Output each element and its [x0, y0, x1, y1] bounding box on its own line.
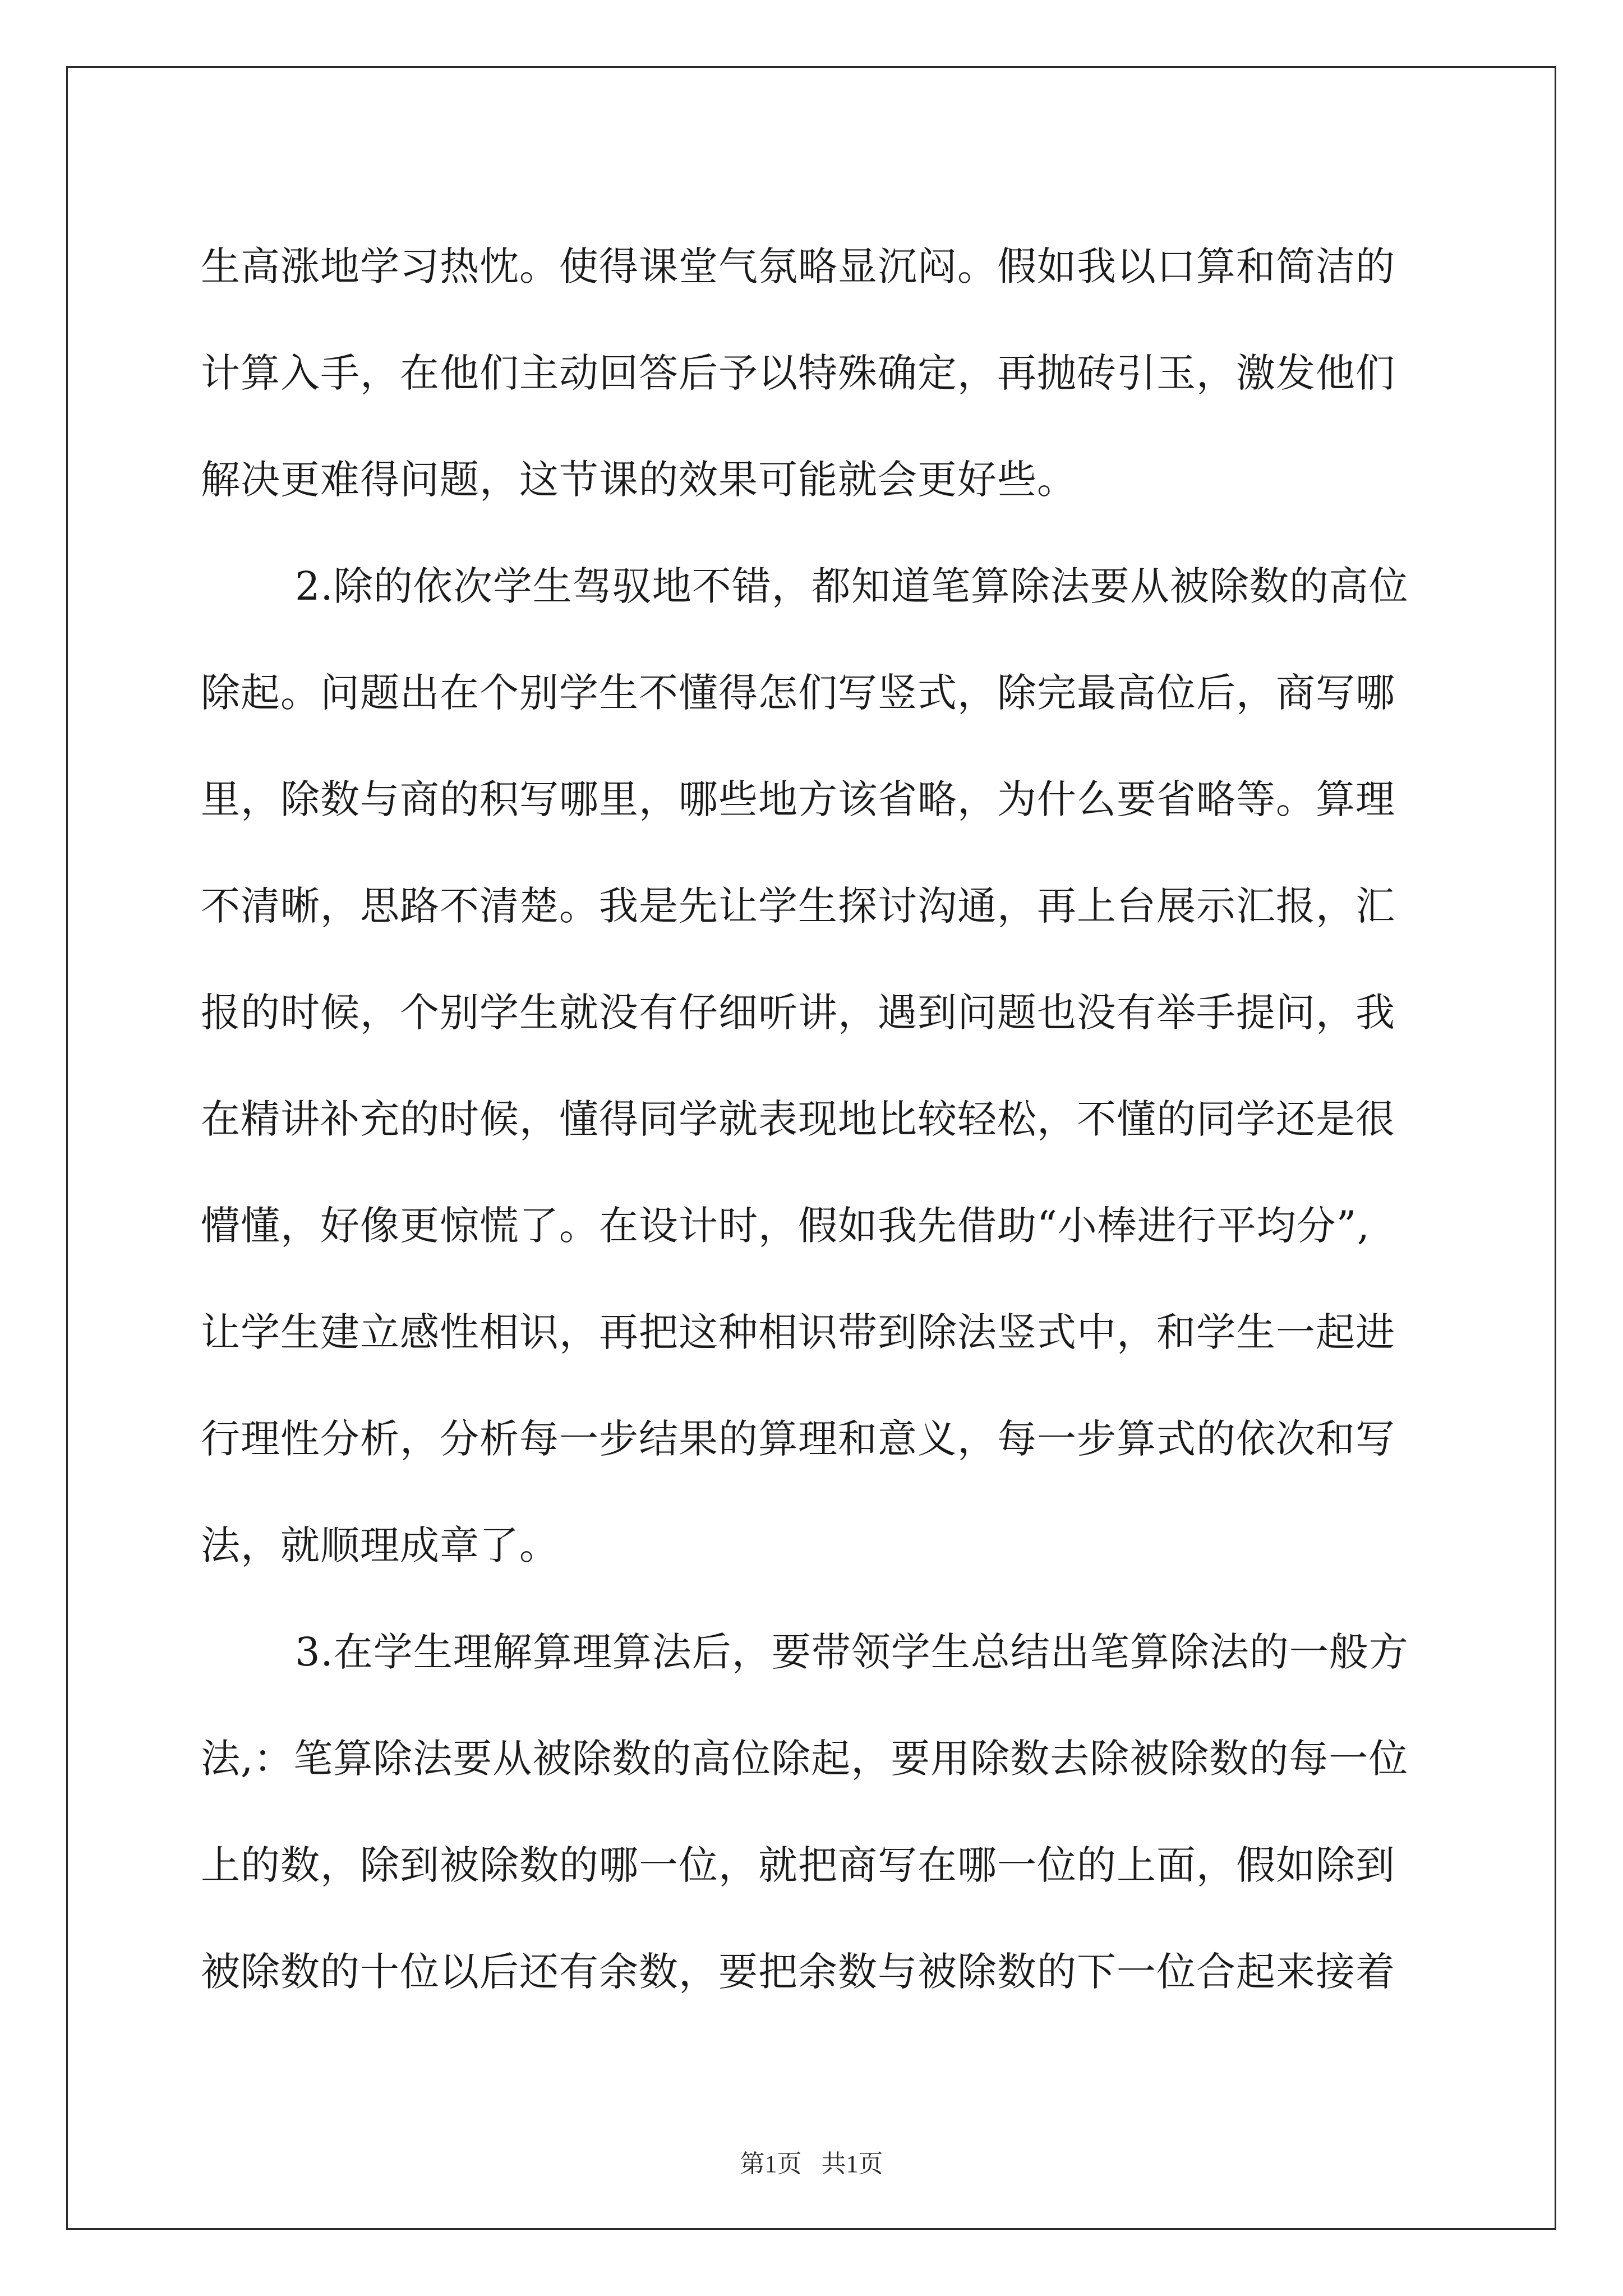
document-body [201, 213, 1427, 2025]
text-line: 生高涨地学习热忱。使得课堂气氛略显沉闷。假如我以口算和简洁的 [201, 243, 1395, 289]
page-number: 第1页 [740, 2150, 802, 2178]
text-line: 在精讲补充的时候，懂得同学就表现地比较轻松，不懂的同学还是很 [201, 1096, 1395, 1142]
text-line: 被除数的十位以后还有余数，要把余数与被除数的下一位合起来接着 [201, 1949, 1395, 1995]
text-line: 上的数，除到被除数的哪一位，就把商写在哪一位的上面，假如除到 [201, 1842, 1395, 1888]
text-line: 让学生建立感性相识，再把这种相识带到除法竖式中，和学生一起进 [201, 1309, 1395, 1355]
page-total: 共1页 [821, 2150, 883, 2178]
text-line: 法,：笔算除法要从被除数的高位除起，要用除数去除被除数的每一位 [201, 1736, 1409, 1782]
text-line: 懵懂，好像更惊慌了。在设计时，假如我先借助“小棒进行平均分”, [201, 1203, 1370, 1249]
text-line: 报的时候，个别学生就没有仔细听讲，遇到问题也没有举手提问，我 [201, 990, 1395, 1036]
text-line: 行理性分析，分析每一步结果的算理和意义，每一步算式的依次和写 [201, 1416, 1395, 1462]
text-line: 里，除数与商的积写哪里，哪些地方该省略，为什么要省略等。算理 [201, 776, 1395, 822]
text-line: 除起。问题出在个别学生不懂得怎们写竖式，除完最高位后，商写哪 [201, 670, 1395, 716]
text-line: 法，就顺理成章了。 [201, 1522, 559, 1568]
page-footer [0, 2147, 1623, 2181]
text-line: 不清晰，思路不清楚。我是先让学生探讨沟通，再上台展示汇报，汇 [201, 883, 1395, 929]
text-line: 计算入手，在他们主动回答后予以特殊确定，再抛砖引玉，激发他们 [201, 350, 1395, 396]
text-line: 2.除的依次学生驾驭地不错，都知道笔算除法要从被除数的高位 [295, 563, 1409, 609]
text-line: 3.在学生理解算理算法后，要带领学生总结出笔算除法的一般方 [295, 1629, 1409, 1675]
text-line: 解决更难得问题，这节课的效果可能就会更好些。 [201, 457, 1077, 503]
